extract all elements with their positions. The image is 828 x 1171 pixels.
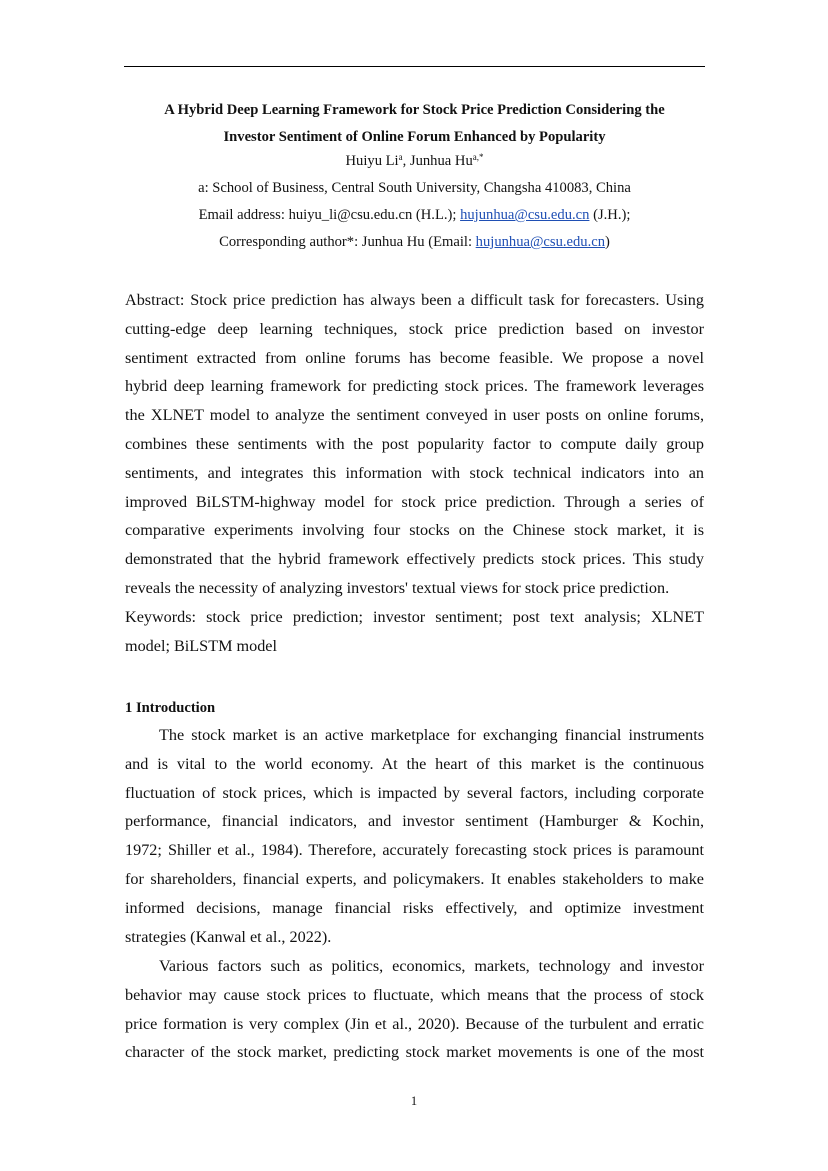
abstract-line: improved BiLSTM-highway model for stock price prediction. Through a series of	[125, 492, 704, 511]
corresponding-author-line	[124, 232, 705, 252]
abstract-line: reveals the necessity of analyzing investors' textual views for stock price prediction.	[125, 578, 670, 597]
email-link[interactable]: hujunhua@csu.edu.cn	[460, 207, 590, 223]
paragraph-line: informed decisions, manage financial risks effectively, and optimize investment	[125, 898, 704, 917]
corresponding-prefix: Corresponding author*: Junhua Hu (Email:	[219, 234, 476, 250]
paragraph-line: price formation is very complex (Jin et al., 2020). Because of the turbulent and erratic	[125, 1014, 704, 1033]
abstract-line: comparative experiments involving four stocks on the Chinese stock market, it is	[125, 521, 704, 540]
abstract-line: hybrid deep learning framework for predicting stock prices. The framework leverages	[125, 377, 704, 396]
affiliation-marker: a	[398, 152, 403, 162]
intro-paragraph-2	[125, 952, 704, 1067]
paragraph-line: behavior may cause stock prices to fluctuate, which means that the process of stock	[125, 985, 704, 1004]
paragraph-line: Various factors such as politics, economics, markets, technology and investor	[159, 957, 704, 975]
paragraph-line: for shareholders, financial experts, and policymakers. It enables stakeholders to make	[125, 869, 704, 888]
abstract-line: the XLNET model to analyze the sentiment conveyed in user posts on online forums,	[125, 406, 704, 425]
section-heading-introduction: 1 Introduction	[125, 700, 216, 716]
paper-title	[124, 97, 705, 151]
affiliation-marker: a,*	[472, 152, 484, 162]
abstract	[125, 286, 704, 660]
abstract-line: sentiment extracted from online forums has become feasible. We propose a novel	[125, 348, 704, 367]
paragraph-line: fluctuation of stock prices, which is impacted by several factors, including corporate	[125, 783, 704, 802]
author-separator: ,	[402, 153, 410, 169]
intro-paragraph-1	[125, 721, 704, 951]
author-line	[124, 151, 705, 171]
paragraph-line: The stock market is an active marketplace for exchanging financial instruments	[159, 726, 704, 744]
paragraph-line: strategies (Kanwal et al., 2022).	[125, 927, 332, 946]
paragraph-line: and is vital to the world economy. At the heart of this market is the continuous	[125, 754, 704, 773]
paragraph-line: performance, financial indicators, and investor sentiment (Hamburger & Kochin,	[125, 812, 704, 831]
email-suffix: (J.H.);	[589, 207, 631, 223]
email-prefix: Email address: huiyu_li@csu.edu.cn (H.L.);	[198, 207, 461, 223]
abstract-line: cutting-edge deep learning techniques, stock price prediction based on investor	[125, 319, 704, 338]
title-line: Investor Sentiment of Online Forum Enhanced by Popularity	[223, 129, 606, 145]
author-name: Junhua Hu	[409, 153, 473, 169]
header-rule	[124, 66, 705, 67]
affiliation-line: a: School of Business, Central South University, Changsha 410083, China	[198, 180, 631, 196]
paragraph-line: character of the stock market, predicting stock market movements is one of the most	[125, 1043, 704, 1062]
author-name: Huiyu Li	[345, 153, 399, 169]
keywords-line: model; BiLSTM model	[125, 636, 277, 655]
corresponding-suffix: )	[605, 234, 610, 250]
keywords-line: Keywords: stock price prediction; investor sentiment; post text analysis; XLNET	[125, 607, 704, 626]
abstract-line: demonstrated that the hybrid framework effectively predicts stock prices. This study	[125, 550, 704, 569]
page-number: 1	[410, 1094, 418, 1108]
title-line: A Hybrid Deep Learning Framework for Stock Price Prediction Considering the	[164, 102, 665, 118]
corresponding-email-link[interactable]: hujunhua@csu.edu.cn	[475, 234, 606, 250]
paragraph-line: 1972; Shiller et al., 1984). Therefore, accurately forecasting stock prices is paramount	[125, 841, 704, 860]
abstract-line: combines these sentiments with the post popularity factor to compute daily group	[125, 434, 704, 453]
abstract-line: sentiments, and integrates this information with stock technical indicators into an	[125, 463, 704, 482]
abstract-line: Abstract: Stock price prediction has always been a difficult task for forecasters. Using	[125, 291, 704, 309]
email-line	[124, 205, 705, 225]
